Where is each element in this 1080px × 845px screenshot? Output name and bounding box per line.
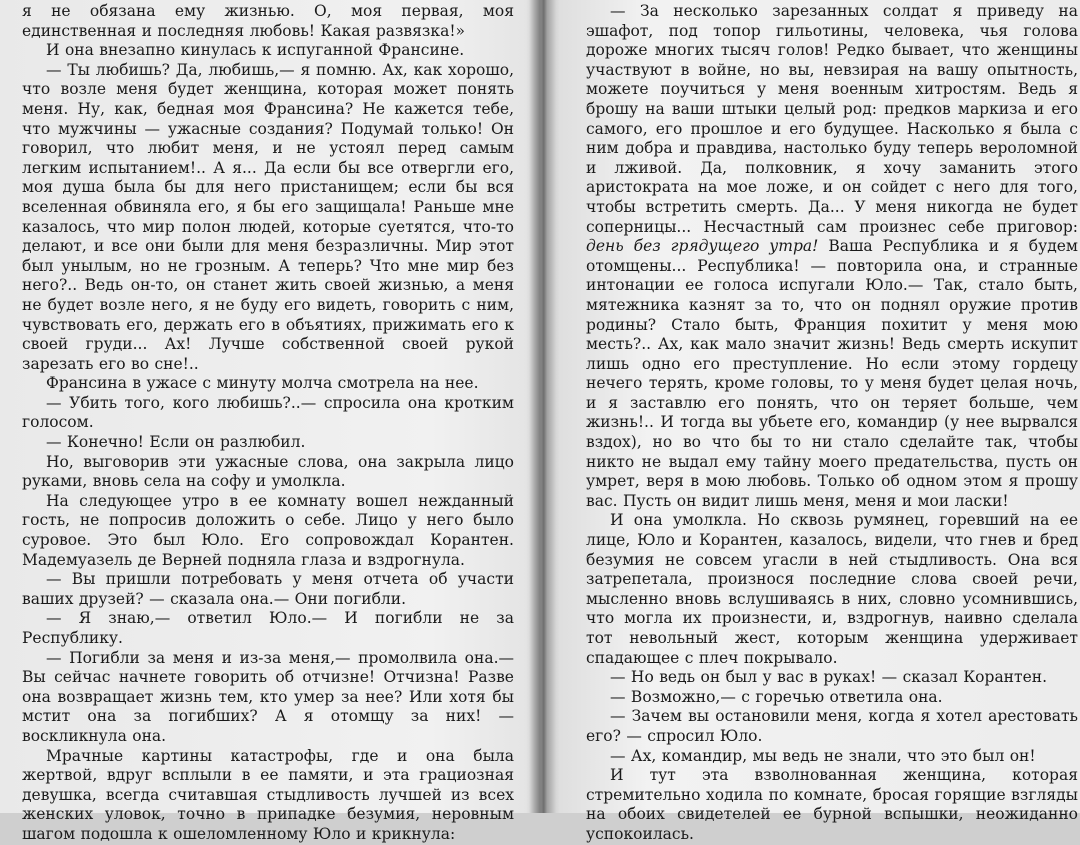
- paragraph: — Я знаю,— ответил Юло.— И погибли не за Республику.: [22, 609, 514, 647]
- paragraph: И она внезапно кинулась к испуганной Франсине.: [46, 41, 465, 60]
- paragraph: Но, выговорив эти ужасные слова, она закрыла лицо руками, вновь села на софу и умолкла.: [22, 452, 514, 491]
- left-text-column: [22, 2, 514, 845]
- left-page: [0, 0, 520, 843]
- right-text-column: [586, 2, 1078, 845]
- paragraph-text: Ваша Республика и я будем отомщены... Республика! — повторила она, и странные интонации ее голоса испугали Юло.— Так, стало быть, мятежника казнят за то, что он поднял оружие против родины? Стало быть, Франция похитит у меня мою месть?.. Ах, как мало значит жизнь! Ведь смерть искупит лишь одно его преступление. Но если этому гордецу нечего терять, кроме головы, то у меня будет целая ночь, и я заставлю его понять, что он теряет больше, чем жизнь!.. И тогда вы убьете его, командир (у нее вырвался вздох), но во что бы то ни стало сделайте так, чтобы никто не выдал ему тайну моего предательства, пусть он умрет, веря в мою любовь. Только об одном этом я прошу вас. Пусть он видит лишь меня, меня и мои ласки!: [586, 237, 1078, 510]
- paragraph: — Ты любишь? Да, любишь,— я помню. Ах, как хорошо, что возле меня будет женщина, которая может понять меня. Ну, как, бедная моя Франсина? Не кажется тебе, что мужчины — ужасные создания? Подумай только! Он говорил, что любит меня, и не устоял перед самым легким испытанием!.. А я... Да если бы все отвергли его, моя душа была бы для него пристанищем; если бы вся вселенная обвиняла его, я бы его защищала! Раньше мне казалось, что мир полон людей, которые суетятся, что-то делают, и все они были для меня безразличны. Мир этот был унылым, но не грозным. А теперь? Что мне мир без него?.. Ведь он-то, он станет жить своей жизнью, а меня не будет возле него, я не буду его видеть, говорить с ним, чувствовать его, держать его в объятиях, прижимать его к своей груди... Ах! Лучше собственной своей рукой зарезать его во сне!..: [22, 60, 514, 373]
- paragraph-text: — За несколько зарезанных солдат я приведу на эшафот, под топор гильотины, человека, чья голова дороже многих тысяч голов! Редко бывает, что женщины участвуют в войне, но вы, невзирая на вашу опытность, можете поучиться у меня военным хитростям. Ведь я брошу на ваши штыки целый род: предков маркиза и его самого, его прошлое и его будущее. Насколько я была с ним добра и правдива, настолько буду теперь вероломной и лживой. Да, полковник, я хочу заманить этого аристократа на мое ложе, и он сойдет с него для того, чтобы встретить смерть. Да... У меня никогда не будет соперницы... Несчастный сам произнес себе приговор:: [586, 2, 1078, 236]
- paragraph: — Погибли за меня и из-за меня,— промолвила она.— Вы сейчас начнете говорить об отчизне! Отчизна! Разве она возвращает жизнь тем, кто умер за нее? Или хотя бы мстит она за погибших? А я отомщу за них! — воскликнула она.: [22, 648, 514, 745]
- italic-phrase: день без грядущего утра!: [586, 237, 819, 256]
- right-page: [560, 0, 1080, 843]
- paragraph: — Ах, командир, мы ведь не знали, что это был он!: [610, 746, 1036, 765]
- paragraph: — Убить того, кого любишь?..— спросила она кротким голосом.: [22, 393, 514, 432]
- paragraph: — Возможно,— с горечью ответила она.: [610, 687, 943, 706]
- paragraph: Мрачные картины катастрофы, где и она была жертвой, вдруг всплыли в ее памяти, и эта грациозная девушка, всегда считавшая стыдливость лучшей из всех женских уловок, точно в припадке безумия, неровным шагом подошла к ошеломленному Юло и крикнула:: [22, 746, 514, 843]
- paragraph: — Зачем вы остановили меня, когда я хотел арестовать его? — спросил Юло.: [586, 707, 1078, 745]
- paragraph: — Но ведь он был у вас в руках! — сказал Корантен.: [610, 668, 1048, 687]
- paragraph: И она умолкла. Но сквозь румянец, горевший на ее лице, Юло и Корантен, казалось, видели, что гнев и бред безумия не совсем угасли в ней стыдливость. Она вся затрепетала, произнося последние слова своей речи, мысленно вновь вслушиваясь в них, словно усомнившись, что могла их произнести, и, вздрогнув, наивно сделала тот невольный жест, которым женщина удерживает спадающее с плеч покрывало.: [586, 511, 1078, 667]
- paragraph: — Вы пришли потребовать у меня отчета об участи ваших друзей? — сказала она.— Они погибли.: [22, 570, 514, 608]
- paragraph: я не обязана ему жизнью. О, моя первая, моя единственная и последняя любовь! Какая развязка!»: [22, 2, 514, 40]
- paragraph: — Конечно! Если он разлюбил.: [46, 433, 306, 452]
- book-gutter: [526, 0, 560, 813]
- paragraph: На следующее утро в ее комнату вошел нежданный гость, не попросив доложить о себе. Лицо у него было суровое. Это был Юло. Его сопровождал Корантен. Мадемуазель де Верней подняла глаза и вздрогнула.: [22, 491, 514, 569]
- paragraph: [586, 2, 1078, 511]
- paragraph: Франсина в ужасе с минуту молча смотрела на нее.: [46, 374, 479, 393]
- paragraph: И тут эта взволнованная женщина, которая стремительно ходила по комнате, бросая горящие взгляды на обоих свидетелей ее бурной вспышки, неожиданно успокоилась.: [586, 766, 1078, 843]
